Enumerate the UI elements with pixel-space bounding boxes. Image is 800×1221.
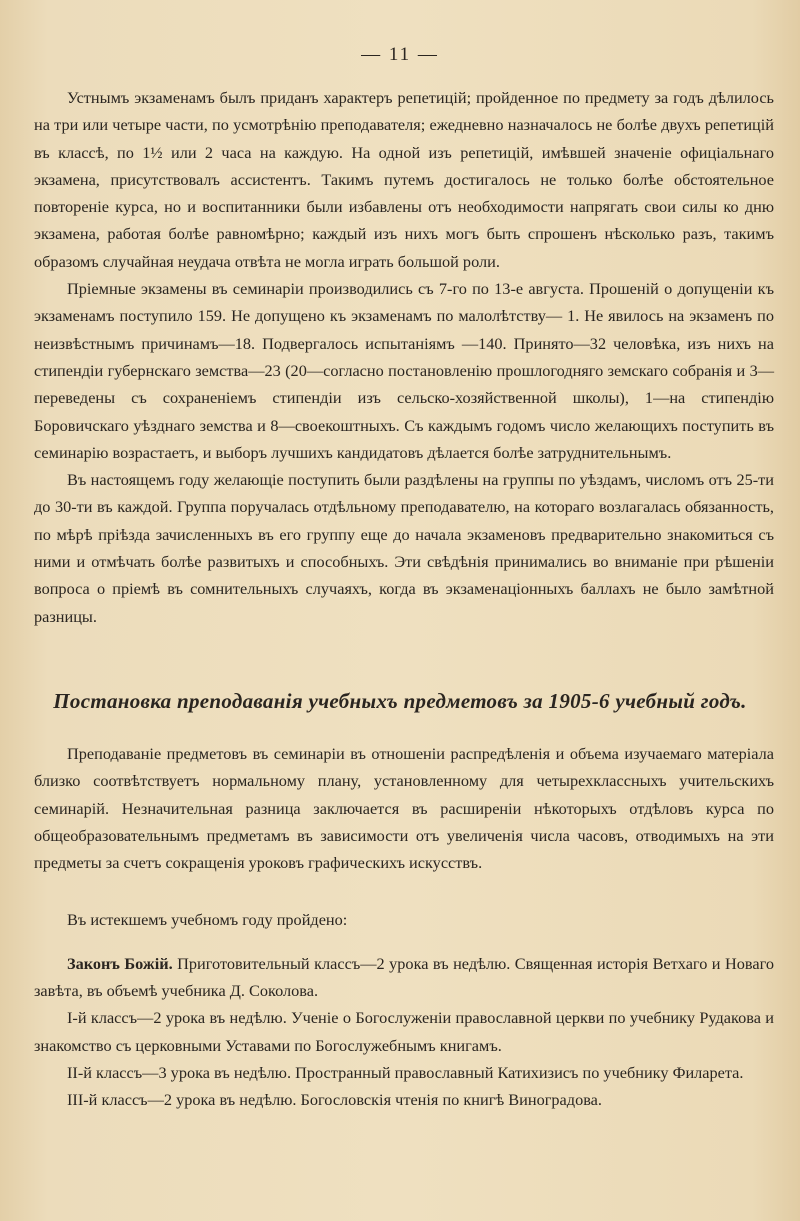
subject-text: Приготовительный классъ—2 урока въ недѣлю. Священная исторія Ветхаго и Новаго завѣта, въ объемѣ учебника Д. Соколова.	[34, 953, 774, 1001]
paragraph-teaching-intro: Преподаваніе предметовъ въ семинаріи въ отношеніи распредѣленія и объема изучаемаго матеріала близко соотвѣтствуетъ нормальному плану, установленному для четырехклассныхъ учительскихъ семинарій. Незначительная разница заключается въ расширеніи нѣкоторыхъ отдѣловъ курса по общеобразовательнымъ предметамъ въ зависимости отъ увеличенія числа часовъ, отводимыхъ на эти предметы за счетъ сокращенія уроковъ графическихъ искусствъ.	[34, 744, 774, 873]
paragraph-law-of-god	[34, 950, 774, 1005]
paragraph-applicant-groups: Въ настоящемъ году желающіе поступить были раздѣлены на группы по уѣздамъ, числомъ отъ 25-ти до 30-ти въ каждой. Группа поручалась отдѣльному преподавателю, на котораго возлагалась обязанность, по мѣрѣ пріѣзда зачисленныхъ въ его группу еще до начала экзаменовъ предварительно знакомиться съ ними и отмѣчать болѣе развитыхъ и способныхъ. Эти свѣдѣнія принимались во вниманіе при рѣшеніи вопроса о пріемѣ въ сомнительныхъ случаяхъ, когда въ экзаменаціонныхъ баллахъ не было замѣтной разницы.	[34, 470, 774, 626]
paragraph-entrance-exams: Пріемные экзамены въ семинаріи производились съ 7-го по 13-е августа. Прошеній о допущеніи къ экзаменамъ поступило 159. Не допущено къ экзаменамъ по малолѣтству— 1. Не явилось на экзаменъ по неизвѣстнымъ причинамъ—18. Подвергалось испытаніямъ —140. Принято—32 человѣка, изъ нихъ на стипендіи губернскаго земства—23 (20—согласно постановленію прошлогодняго земскаго собранія и 3—переведены съ сохраненіемъ стипендіи изъ сельско-хозяйственной школы), 1—на стипендію Боровичскаго уѣзднаго земства и 8—своекоштныхъ. Съ каждымъ годомъ число желающихъ поступить въ семинарію возрастаетъ, и выборъ лучшихъ кандидатовъ дѣлается болѣе затруднительнымъ.	[34, 279, 774, 462]
paragraph-oral-exams: Устнымъ экзаменамъ былъ приданъ характеръ репетицій; пройденное по предмету за годъ дѣлилось на три или четыре части, по усмотрѣнію преподавателя; ежедневно назначалось не болѣе двухъ репетицій въ классѣ, по 1½ или 2 часа на каждую. На одной изъ репетицій, имѣвшей значеніе офиціальнаго экзамена, присутствовалъ ассистентъ. Такимъ путемъ достигалось не только болѣе обстоятельное повтореніе курса, но и воспитанники были избавлены отъ необходимости напрягать свои силы ко дню экзамена, работая болѣе равномѣрно; каждый изъ нихъ могъ быть спрошенъ нѣсколько разъ, такимъ образомъ случайная неудача отвѣта не могла играть большой роли.	[34, 88, 774, 271]
subject-title: Законъ Божій.	[67, 953, 173, 973]
section-heading: Постановка преподаванія учебныхъ предметовъ за 1905-6 учебный годъ.	[53, 689, 747, 713]
paragraph-passed: Въ истекшемъ учебномъ году пройдено:	[67, 910, 348, 930]
text-block-bottom	[34, 740, 774, 1114]
page-number: — 11 —	[361, 44, 439, 65]
text-block-top	[34, 84, 774, 630]
paragraph-class-1: I-й классъ—2 урока въ недѣлю. Ученіе о Богослуженіи православной церкви по учебнику Рудакова и знакомство съ церковными Уставами по Богослужебнымъ книгамъ.	[34, 1008, 774, 1055]
paragraph-class-3: III-й классъ—2 урока въ недѣлю. Богословскія чтенія по книгѣ Виноградова.	[67, 1090, 602, 1110]
paragraph-class-2: II-й классъ—3 урока въ недѣлю. Пространный православный Катихизисъ по учебнику Филарета.	[67, 1062, 744, 1082]
